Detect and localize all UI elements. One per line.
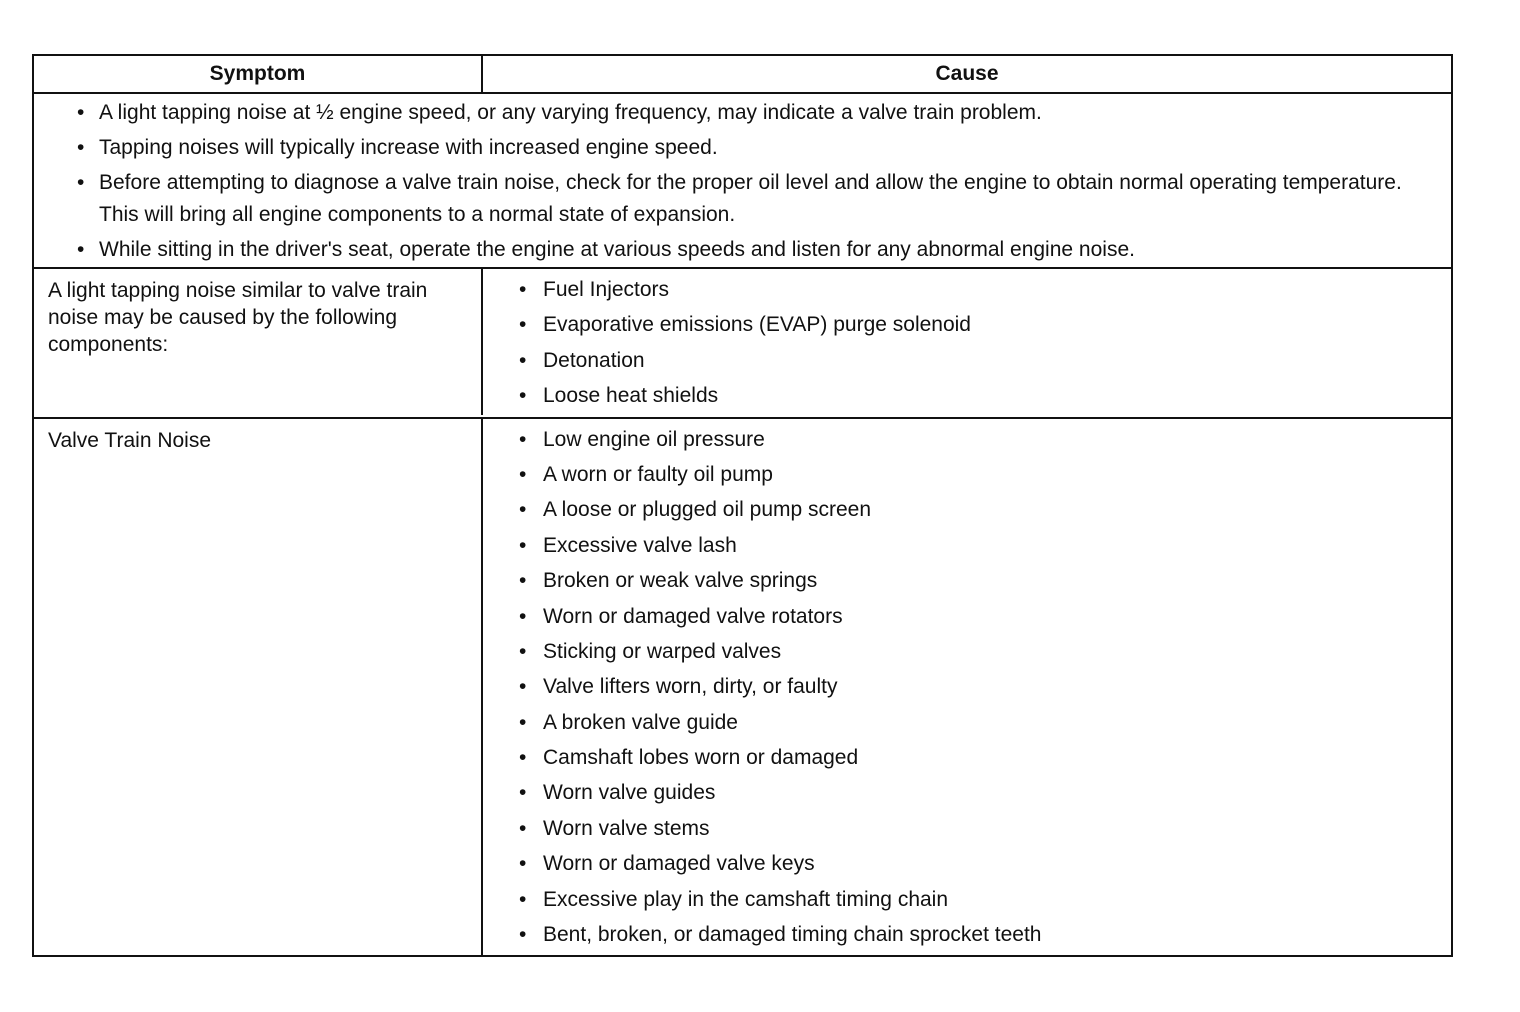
note-item: • While sitting in the driver's seat, operate the engine at various speeds and listen for any abnormal engine noise. xyxy=(75,237,1411,263)
cause-column-header: Cause xyxy=(935,62,999,85)
table-row xyxy=(34,267,1451,417)
cause-item: • Camshaft lobes worn or damaged xyxy=(519,743,1441,778)
cause-item: • Bent, broken, or damaged timing chain sprocket teeth xyxy=(519,920,1441,955)
cause-item: • Fuel Injectors xyxy=(519,275,1441,310)
table-row xyxy=(34,417,1451,956)
cause-item: • A worn or faulty oil pump xyxy=(519,460,1441,495)
cause-item: • A broken valve guide xyxy=(519,708,1441,743)
note-item: • Before attempting to diagnose a valve train noise, check for the proper oil level and allow the engine to obtain normal operating temperature. xyxy=(75,170,1411,196)
cause-item: • Loose heat shields xyxy=(519,381,1441,416)
cause-item: • Worn valve stems xyxy=(519,814,1441,849)
cause-item: • Valve lifters worn, dirty, or faulty xyxy=(519,672,1441,707)
cause-item: • Worn or damaged valve rotators xyxy=(519,602,1441,637)
cause-list xyxy=(483,419,1451,956)
cause-item: • Excessive valve lash xyxy=(519,531,1441,566)
cause-item: • Worn or damaged valve keys xyxy=(519,849,1441,884)
table-header-row xyxy=(34,56,1451,92)
cause-item: • Worn valve guides xyxy=(519,778,1441,813)
symptom-column-header: Symptom xyxy=(34,56,483,92)
cause-item: • Detonation xyxy=(519,346,1441,381)
notes-cell xyxy=(34,94,1451,267)
cause-list xyxy=(483,269,1451,417)
cause-item: • Evaporative emissions (EVAP) purge solenoid xyxy=(519,310,1441,345)
note-continuation: This will bring all engine components to a normal state of expansion. xyxy=(99,203,736,226)
note-item: • A light tapping noise at ½ engine speed, or any varying frequency, may indicate a valve train problem. xyxy=(75,100,1411,126)
notes-row xyxy=(34,92,1451,267)
note-item: • Tapping noises will typically increase with increased engine speed. xyxy=(75,135,1411,161)
cause-item: • Broken or weak valve springs xyxy=(519,566,1441,601)
cause-item: • Sticking or warped valves xyxy=(519,637,1441,672)
cause-item: • Low engine oil pressure xyxy=(519,425,1441,460)
cause-item: • A loose or plugged oil pump screen xyxy=(519,495,1441,530)
cause-item: • Excessive play in the camshaft timing chain xyxy=(519,885,1441,920)
diagnostic-table xyxy=(32,54,1453,957)
symptom-cell: A light tapping noise similar to valve train noise may be caused by the following components: xyxy=(34,269,483,415)
symptom-cell: Valve Train Noise xyxy=(34,419,483,956)
